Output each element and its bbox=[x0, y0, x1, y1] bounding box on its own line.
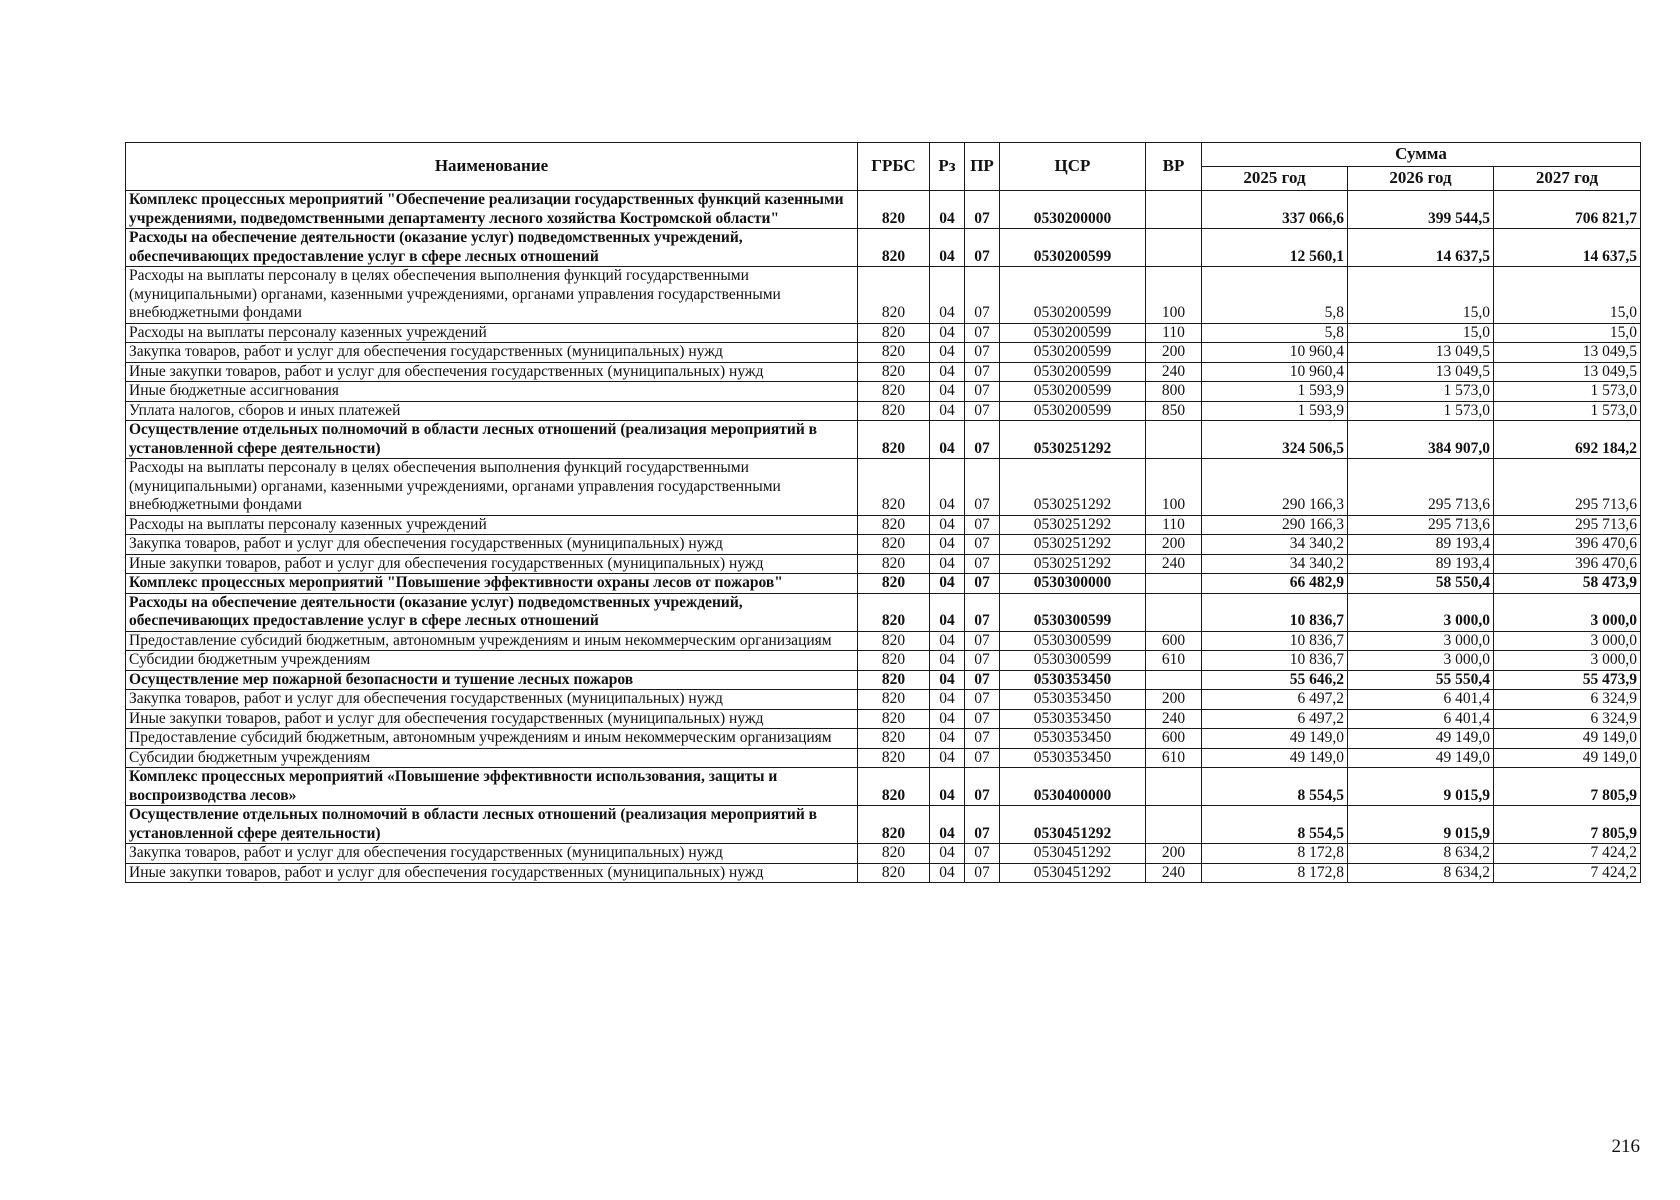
cell-2027: 295 713,6 bbox=[1494, 459, 1641, 516]
cell-csr: 0530300599 bbox=[1000, 593, 1146, 631]
table-row bbox=[126, 343, 1641, 363]
cell-2026: 8 634,2 bbox=[1348, 863, 1494, 883]
cell-2025: 8 554,5 bbox=[1202, 806, 1348, 844]
cell-grbs: 820 bbox=[858, 515, 930, 535]
cell-vr: 850 bbox=[1146, 401, 1202, 421]
cell-2026: 15,0 bbox=[1348, 323, 1494, 343]
table-row bbox=[126, 382, 1641, 402]
cell-2025: 324 506,5 bbox=[1202, 421, 1348, 459]
cell-name: Предоставление субсидий бюджетным, автономным учреждениям и иным некоммерческим организациям bbox=[126, 631, 858, 651]
header-2025: 2025 год bbox=[1202, 167, 1348, 191]
cell-vr: 100 bbox=[1146, 459, 1202, 516]
cell-2026: 49 149,0 bbox=[1348, 748, 1494, 768]
table-row bbox=[126, 651, 1641, 671]
cell-2026: 89 193,4 bbox=[1348, 554, 1494, 574]
cell-2026: 55 550,4 bbox=[1348, 670, 1494, 690]
table-row bbox=[126, 191, 1641, 229]
table-header bbox=[126, 143, 1641, 191]
table-row bbox=[126, 806, 1641, 844]
cell-2025: 290 166,3 bbox=[1202, 515, 1348, 535]
cell-csr: 0530451292 bbox=[1000, 806, 1146, 844]
cell-csr: 0530353450 bbox=[1000, 729, 1146, 749]
cell-grbs: 820 bbox=[858, 382, 930, 402]
cell-rz: 04 bbox=[930, 362, 965, 382]
cell-rz: 04 bbox=[930, 191, 965, 229]
cell-csr: 0530251292 bbox=[1000, 535, 1146, 555]
cell-vr: 800 bbox=[1146, 382, 1202, 402]
cell-2027: 14 637,5 bbox=[1494, 229, 1641, 267]
table-row bbox=[126, 709, 1641, 729]
cell-2025: 8 554,5 bbox=[1202, 768, 1348, 806]
cell-vr: 600 bbox=[1146, 631, 1202, 651]
cell-csr: 0530251292 bbox=[1000, 421, 1146, 459]
cell-name: Расходы на обеспечение деятельности (оказание услуг) подведомственных учреждений, обеспечивающих предоставление услуг в сфере лесных отношений bbox=[126, 593, 858, 631]
cell-pr: 07 bbox=[965, 748, 1000, 768]
cell-pr: 07 bbox=[965, 459, 1000, 516]
cell-grbs: 820 bbox=[858, 574, 930, 594]
cell-2026: 58 550,4 bbox=[1348, 574, 1494, 594]
cell-csr: 0530451292 bbox=[1000, 863, 1146, 883]
cell-2027: 13 049,5 bbox=[1494, 343, 1641, 363]
cell-2025: 49 149,0 bbox=[1202, 748, 1348, 768]
table-row bbox=[126, 401, 1641, 421]
cell-pr: 07 bbox=[965, 535, 1000, 555]
header-sum: Сумма bbox=[1202, 143, 1641, 167]
cell-grbs: 820 bbox=[858, 459, 930, 516]
cell-2026: 89 193,4 bbox=[1348, 535, 1494, 555]
cell-2027: 49 149,0 bbox=[1494, 748, 1641, 768]
cell-vr: 200 bbox=[1146, 343, 1202, 363]
cell-2025: 10 836,7 bbox=[1202, 593, 1348, 631]
cell-2026: 3 000,0 bbox=[1348, 631, 1494, 651]
cell-pr: 07 bbox=[965, 768, 1000, 806]
cell-vr: 240 bbox=[1146, 709, 1202, 729]
cell-2025: 1 593,9 bbox=[1202, 401, 1348, 421]
cell-csr: 0530451292 bbox=[1000, 844, 1146, 864]
cell-name: Комплекс процессных мероприятий "Обеспечение реализации государственных функций казенными учреждениями, подведомственными департаменту лесного хозяйства Костромской области" bbox=[126, 191, 858, 229]
cell-2027: 6 324,9 bbox=[1494, 709, 1641, 729]
cell-vr: 200 bbox=[1146, 690, 1202, 710]
cell-csr: 0530200599 bbox=[1000, 323, 1146, 343]
table-row bbox=[126, 690, 1641, 710]
cell-2026: 9 015,9 bbox=[1348, 768, 1494, 806]
cell-rz: 04 bbox=[930, 574, 965, 594]
cell-rz: 04 bbox=[930, 229, 965, 267]
cell-2025: 12 560,1 bbox=[1202, 229, 1348, 267]
cell-2027: 3 000,0 bbox=[1494, 631, 1641, 651]
cell-name: Иные закупки товаров, работ и услуг для обеспечения государственных (муниципальных) нужд bbox=[126, 362, 858, 382]
cell-rz: 04 bbox=[930, 515, 965, 535]
cell-pr: 07 bbox=[965, 362, 1000, 382]
cell-2027: 396 470,6 bbox=[1494, 554, 1641, 574]
cell-rz: 04 bbox=[930, 709, 965, 729]
cell-2025: 10 836,7 bbox=[1202, 651, 1348, 671]
cell-name: Комплекс процессных мероприятий «Повышение эффективности использования, защиты и воспроизводства лесов» bbox=[126, 768, 858, 806]
cell-pr: 07 bbox=[965, 709, 1000, 729]
cell-2026: 295 713,6 bbox=[1348, 459, 1494, 516]
cell-grbs: 820 bbox=[858, 651, 930, 671]
cell-pr: 07 bbox=[965, 382, 1000, 402]
cell-grbs: 820 bbox=[858, 670, 930, 690]
cell-2027: 1 573,0 bbox=[1494, 401, 1641, 421]
cell-rz: 04 bbox=[930, 670, 965, 690]
cell-name: Иные закупки товаров, работ и услуг для обеспечения государственных (муниципальных) нужд bbox=[126, 554, 858, 574]
cell-grbs: 820 bbox=[858, 709, 930, 729]
cell-pr: 07 bbox=[965, 401, 1000, 421]
cell-csr: 0530251292 bbox=[1000, 554, 1146, 574]
cell-name: Закупка товаров, работ и услуг для обеспечения государственных (муниципальных) нужд bbox=[126, 535, 858, 555]
cell-2027: 706 821,7 bbox=[1494, 191, 1641, 229]
cell-grbs: 820 bbox=[858, 768, 930, 806]
cell-2026: 13 049,5 bbox=[1348, 362, 1494, 382]
header-2026: 2026 год bbox=[1348, 167, 1494, 191]
cell-name: Осуществление отдельных полномочий в области лесных отношений (реализация мероприятий в установленной сфере деятельности) bbox=[126, 806, 858, 844]
cell-2026: 9 015,9 bbox=[1348, 806, 1494, 844]
cell-pr: 07 bbox=[965, 593, 1000, 631]
cell-2027: 3 000,0 bbox=[1494, 593, 1641, 631]
cell-pr: 07 bbox=[965, 554, 1000, 574]
cell-vr: 200 bbox=[1146, 844, 1202, 864]
cell-name: Иные закупки товаров, работ и услуг для обеспечения государственных (муниципальных) нужд bbox=[126, 709, 858, 729]
table-row bbox=[126, 535, 1641, 555]
table-row bbox=[126, 863, 1641, 883]
cell-2027: 3 000,0 bbox=[1494, 651, 1641, 671]
cell-pr: 07 bbox=[965, 670, 1000, 690]
cell-grbs: 820 bbox=[858, 593, 930, 631]
cell-name: Комплекс процессных мероприятий "Повышение эффективности охраны лесов от пожаров" bbox=[126, 574, 858, 594]
cell-pr: 07 bbox=[965, 651, 1000, 671]
cell-name: Закупка товаров, работ и услуг для обеспечения государственных (муниципальных) нужд bbox=[126, 690, 858, 710]
cell-name: Иные бюджетные ассигнования bbox=[126, 382, 858, 402]
cell-csr: 0530400000 bbox=[1000, 768, 1146, 806]
cell-2025: 55 646,2 bbox=[1202, 670, 1348, 690]
cell-name: Субсидии бюджетным учреждениям bbox=[126, 651, 858, 671]
cell-name: Расходы на выплаты персоналу казенных учреждений bbox=[126, 515, 858, 535]
cell-pr: 07 bbox=[965, 421, 1000, 459]
cell-name: Уплата налогов, сборов и иных платежей bbox=[126, 401, 858, 421]
table-row bbox=[126, 362, 1641, 382]
cell-2026: 3 000,0 bbox=[1348, 651, 1494, 671]
cell-rz: 04 bbox=[930, 593, 965, 631]
table-row bbox=[126, 323, 1641, 343]
cell-2027: 7 805,9 bbox=[1494, 768, 1641, 806]
cell-name: Расходы на выплаты персоналу в целях обеспечения выполнения функций государственными (муниципальными) органами, казенными учреждениями, органами управления государственными внебюджетными фондами bbox=[126, 459, 858, 516]
cell-2025: 337 066,6 bbox=[1202, 191, 1348, 229]
cell-csr: 0530251292 bbox=[1000, 459, 1146, 516]
cell-csr: 0530200599 bbox=[1000, 229, 1146, 267]
cell-grbs: 820 bbox=[858, 631, 930, 651]
cell-grbs: 820 bbox=[858, 191, 930, 229]
cell-name: Осуществление отдельных полномочий в области лесных отношений (реализация мероприятий в установленной сфере деятельности) bbox=[126, 421, 858, 459]
header-2027: 2027 год bbox=[1494, 167, 1641, 191]
cell-2026: 8 634,2 bbox=[1348, 844, 1494, 864]
cell-2025: 49 149,0 bbox=[1202, 729, 1348, 749]
table-row bbox=[126, 768, 1641, 806]
cell-pr: 07 bbox=[965, 806, 1000, 844]
cell-2025: 290 166,3 bbox=[1202, 459, 1348, 516]
cell-csr: 0530251292 bbox=[1000, 515, 1146, 535]
cell-2027: 7 424,2 bbox=[1494, 844, 1641, 864]
cell-2027: 295 713,6 bbox=[1494, 515, 1641, 535]
cell-vr: 240 bbox=[1146, 863, 1202, 883]
header-pr: ПР bbox=[965, 143, 1000, 191]
budget-table bbox=[125, 142, 1641, 883]
cell-2026: 3 000,0 bbox=[1348, 593, 1494, 631]
cell-rz: 04 bbox=[930, 651, 965, 671]
cell-grbs: 820 bbox=[858, 806, 930, 844]
cell-rz: 04 bbox=[930, 343, 965, 363]
table-row bbox=[126, 729, 1641, 749]
cell-2027: 7 805,9 bbox=[1494, 806, 1641, 844]
cell-2027: 49 149,0 bbox=[1494, 729, 1641, 749]
table-row bbox=[126, 421, 1641, 459]
cell-rz: 04 bbox=[930, 631, 965, 651]
cell-vr bbox=[1146, 191, 1202, 229]
cell-pr: 07 bbox=[965, 343, 1000, 363]
cell-vr bbox=[1146, 593, 1202, 631]
header-csr: ЦСР bbox=[1000, 143, 1146, 191]
cell-vr: 240 bbox=[1146, 554, 1202, 574]
header-vr: ВР bbox=[1146, 143, 1202, 191]
cell-name: Иные закупки товаров, работ и услуг для обеспечения государственных (муниципальных) нужд bbox=[126, 863, 858, 883]
cell-grbs: 820 bbox=[858, 844, 930, 864]
cell-2026: 6 401,4 bbox=[1348, 709, 1494, 729]
cell-name: Закупка товаров, работ и услуг для обеспечения государственных (муниципальных) нужд bbox=[126, 343, 858, 363]
cell-2027: 6 324,9 bbox=[1494, 690, 1641, 710]
table-row bbox=[126, 670, 1641, 690]
cell-name: Расходы на обеспечение деятельности (оказание услуг) подведомственных учреждений, обеспечивающих предоставление услуг в сфере лесных отношений bbox=[126, 229, 858, 267]
cell-csr: 0530200000 bbox=[1000, 191, 1146, 229]
cell-2025: 6 497,2 bbox=[1202, 690, 1348, 710]
table-row bbox=[126, 593, 1641, 631]
cell-vr bbox=[1146, 229, 1202, 267]
cell-2026: 14 637,5 bbox=[1348, 229, 1494, 267]
cell-grbs: 820 bbox=[858, 323, 930, 343]
cell-csr: 0530200599 bbox=[1000, 343, 1146, 363]
cell-grbs: 820 bbox=[858, 362, 930, 382]
cell-2027: 55 473,9 bbox=[1494, 670, 1641, 690]
cell-2027: 15,0 bbox=[1494, 323, 1641, 343]
cell-2025: 6 497,2 bbox=[1202, 709, 1348, 729]
header-grbs: ГРБС bbox=[858, 143, 930, 191]
cell-rz: 04 bbox=[930, 323, 965, 343]
cell-csr: 0530200599 bbox=[1000, 382, 1146, 402]
cell-2026: 384 907,0 bbox=[1348, 421, 1494, 459]
cell-vr: 100 bbox=[1146, 267, 1202, 324]
cell-csr: 0530353450 bbox=[1000, 709, 1146, 729]
cell-vr: 200 bbox=[1146, 535, 1202, 555]
cell-grbs: 820 bbox=[858, 554, 930, 574]
cell-pr: 07 bbox=[965, 863, 1000, 883]
cell-2025: 1 593,9 bbox=[1202, 382, 1348, 402]
cell-pr: 07 bbox=[965, 690, 1000, 710]
cell-csr: 0530200599 bbox=[1000, 401, 1146, 421]
cell-2027: 58 473,9 bbox=[1494, 574, 1641, 594]
cell-pr: 07 bbox=[965, 574, 1000, 594]
cell-csr: 0530353450 bbox=[1000, 670, 1146, 690]
cell-vr: 610 bbox=[1146, 651, 1202, 671]
cell-2026: 13 049,5 bbox=[1348, 343, 1494, 363]
cell-2025: 10 960,4 bbox=[1202, 362, 1348, 382]
cell-vr bbox=[1146, 768, 1202, 806]
cell-2026: 399 544,5 bbox=[1348, 191, 1494, 229]
cell-rz: 04 bbox=[930, 729, 965, 749]
cell-grbs: 820 bbox=[858, 343, 930, 363]
cell-name: Закупка товаров, работ и услуг для обеспечения государственных (муниципальных) нужд bbox=[126, 844, 858, 864]
cell-2027: 13 049,5 bbox=[1494, 362, 1641, 382]
table-row bbox=[126, 267, 1641, 324]
cell-pr: 07 bbox=[965, 267, 1000, 324]
cell-2025: 10 960,4 bbox=[1202, 343, 1348, 363]
cell-name: Предоставление субсидий бюджетным, автономным учреждениям и иным некоммерческим организациям bbox=[126, 729, 858, 749]
cell-grbs: 820 bbox=[858, 401, 930, 421]
cell-2025: 8 172,8 bbox=[1202, 844, 1348, 864]
cell-rz: 04 bbox=[930, 748, 965, 768]
table-row bbox=[126, 554, 1641, 574]
cell-2025: 5,8 bbox=[1202, 323, 1348, 343]
cell-name: Субсидии бюджетным учреждениям bbox=[126, 748, 858, 768]
cell-grbs: 820 bbox=[858, 690, 930, 710]
cell-2027: 692 184,2 bbox=[1494, 421, 1641, 459]
cell-2026: 295 713,6 bbox=[1348, 515, 1494, 535]
cell-pr: 07 bbox=[965, 229, 1000, 267]
table-row bbox=[126, 844, 1641, 864]
cell-grbs: 820 bbox=[858, 748, 930, 768]
cell-rz: 04 bbox=[930, 459, 965, 516]
cell-vr: 110 bbox=[1146, 323, 1202, 343]
cell-rz: 04 bbox=[930, 863, 965, 883]
header-rz: Рз bbox=[930, 143, 965, 191]
cell-vr bbox=[1146, 806, 1202, 844]
cell-csr: 0530300000 bbox=[1000, 574, 1146, 594]
cell-grbs: 820 bbox=[858, 267, 930, 324]
header-name: Наименование bbox=[126, 143, 858, 191]
table-row bbox=[126, 574, 1641, 594]
cell-2026: 49 149,0 bbox=[1348, 729, 1494, 749]
cell-rz: 04 bbox=[930, 382, 965, 402]
table-body bbox=[126, 191, 1641, 883]
cell-2026: 6 401,4 bbox=[1348, 690, 1494, 710]
cell-grbs: 820 bbox=[858, 535, 930, 555]
cell-2027: 7 424,2 bbox=[1494, 863, 1641, 883]
cell-grbs: 820 bbox=[858, 863, 930, 883]
cell-2025: 34 340,2 bbox=[1202, 535, 1348, 555]
cell-vr: 110 bbox=[1146, 515, 1202, 535]
cell-2026: 1 573,0 bbox=[1348, 382, 1494, 402]
table-row bbox=[126, 748, 1641, 768]
cell-csr: 0530353450 bbox=[1000, 748, 1146, 768]
cell-vr bbox=[1146, 421, 1202, 459]
cell-2027: 1 573,0 bbox=[1494, 382, 1641, 402]
cell-2025: 10 836,7 bbox=[1202, 631, 1348, 651]
cell-csr: 0530300599 bbox=[1000, 631, 1146, 651]
cell-rz: 04 bbox=[930, 690, 965, 710]
cell-name: Осуществление мер пожарной безопасности и тушение лесных пожаров bbox=[126, 670, 858, 690]
cell-vr bbox=[1146, 670, 1202, 690]
table-row bbox=[126, 229, 1641, 267]
cell-grbs: 820 bbox=[858, 421, 930, 459]
cell-2025: 5,8 bbox=[1202, 267, 1348, 324]
cell-grbs: 820 bbox=[858, 729, 930, 749]
cell-rz: 04 bbox=[930, 535, 965, 555]
cell-2025: 8 172,8 bbox=[1202, 863, 1348, 883]
cell-pr: 07 bbox=[965, 323, 1000, 343]
cell-vr: 240 bbox=[1146, 362, 1202, 382]
cell-vr: 600 bbox=[1146, 729, 1202, 749]
cell-rz: 04 bbox=[930, 267, 965, 324]
cell-name: Расходы на выплаты персоналу в целях обеспечения выполнения функций государственными (муниципальными) органами, казенными учреждениями, органами управления государственными внебюджетными фондами bbox=[126, 267, 858, 324]
cell-grbs: 820 bbox=[858, 229, 930, 267]
cell-vr: 610 bbox=[1146, 748, 1202, 768]
cell-2025: 34 340,2 bbox=[1202, 554, 1348, 574]
table-row bbox=[126, 459, 1641, 516]
cell-rz: 04 bbox=[930, 421, 965, 459]
cell-2025: 66 482,9 bbox=[1202, 574, 1348, 594]
table-row bbox=[126, 631, 1641, 651]
cell-rz: 04 bbox=[930, 806, 965, 844]
cell-vr bbox=[1146, 574, 1202, 594]
cell-csr: 0530200599 bbox=[1000, 267, 1146, 324]
cell-rz: 04 bbox=[930, 554, 965, 574]
page-number: 216 bbox=[1611, 1136, 1640, 1157]
cell-rz: 04 bbox=[930, 768, 965, 806]
table-row bbox=[126, 515, 1641, 535]
cell-2026: 15,0 bbox=[1348, 267, 1494, 324]
cell-2027: 396 470,6 bbox=[1494, 535, 1641, 555]
cell-rz: 04 bbox=[930, 401, 965, 421]
cell-pr: 07 bbox=[965, 631, 1000, 651]
cell-pr: 07 bbox=[965, 844, 1000, 864]
cell-csr: 0530353450 bbox=[1000, 690, 1146, 710]
cell-2026: 1 573,0 bbox=[1348, 401, 1494, 421]
cell-name: Расходы на выплаты персоналу казенных учреждений bbox=[126, 323, 858, 343]
cell-pr: 07 bbox=[965, 191, 1000, 229]
cell-2027: 15,0 bbox=[1494, 267, 1641, 324]
cell-pr: 07 bbox=[965, 729, 1000, 749]
cell-rz: 04 bbox=[930, 844, 965, 864]
cell-csr: 0530200599 bbox=[1000, 362, 1146, 382]
cell-pr: 07 bbox=[965, 515, 1000, 535]
cell-csr: 0530300599 bbox=[1000, 651, 1146, 671]
